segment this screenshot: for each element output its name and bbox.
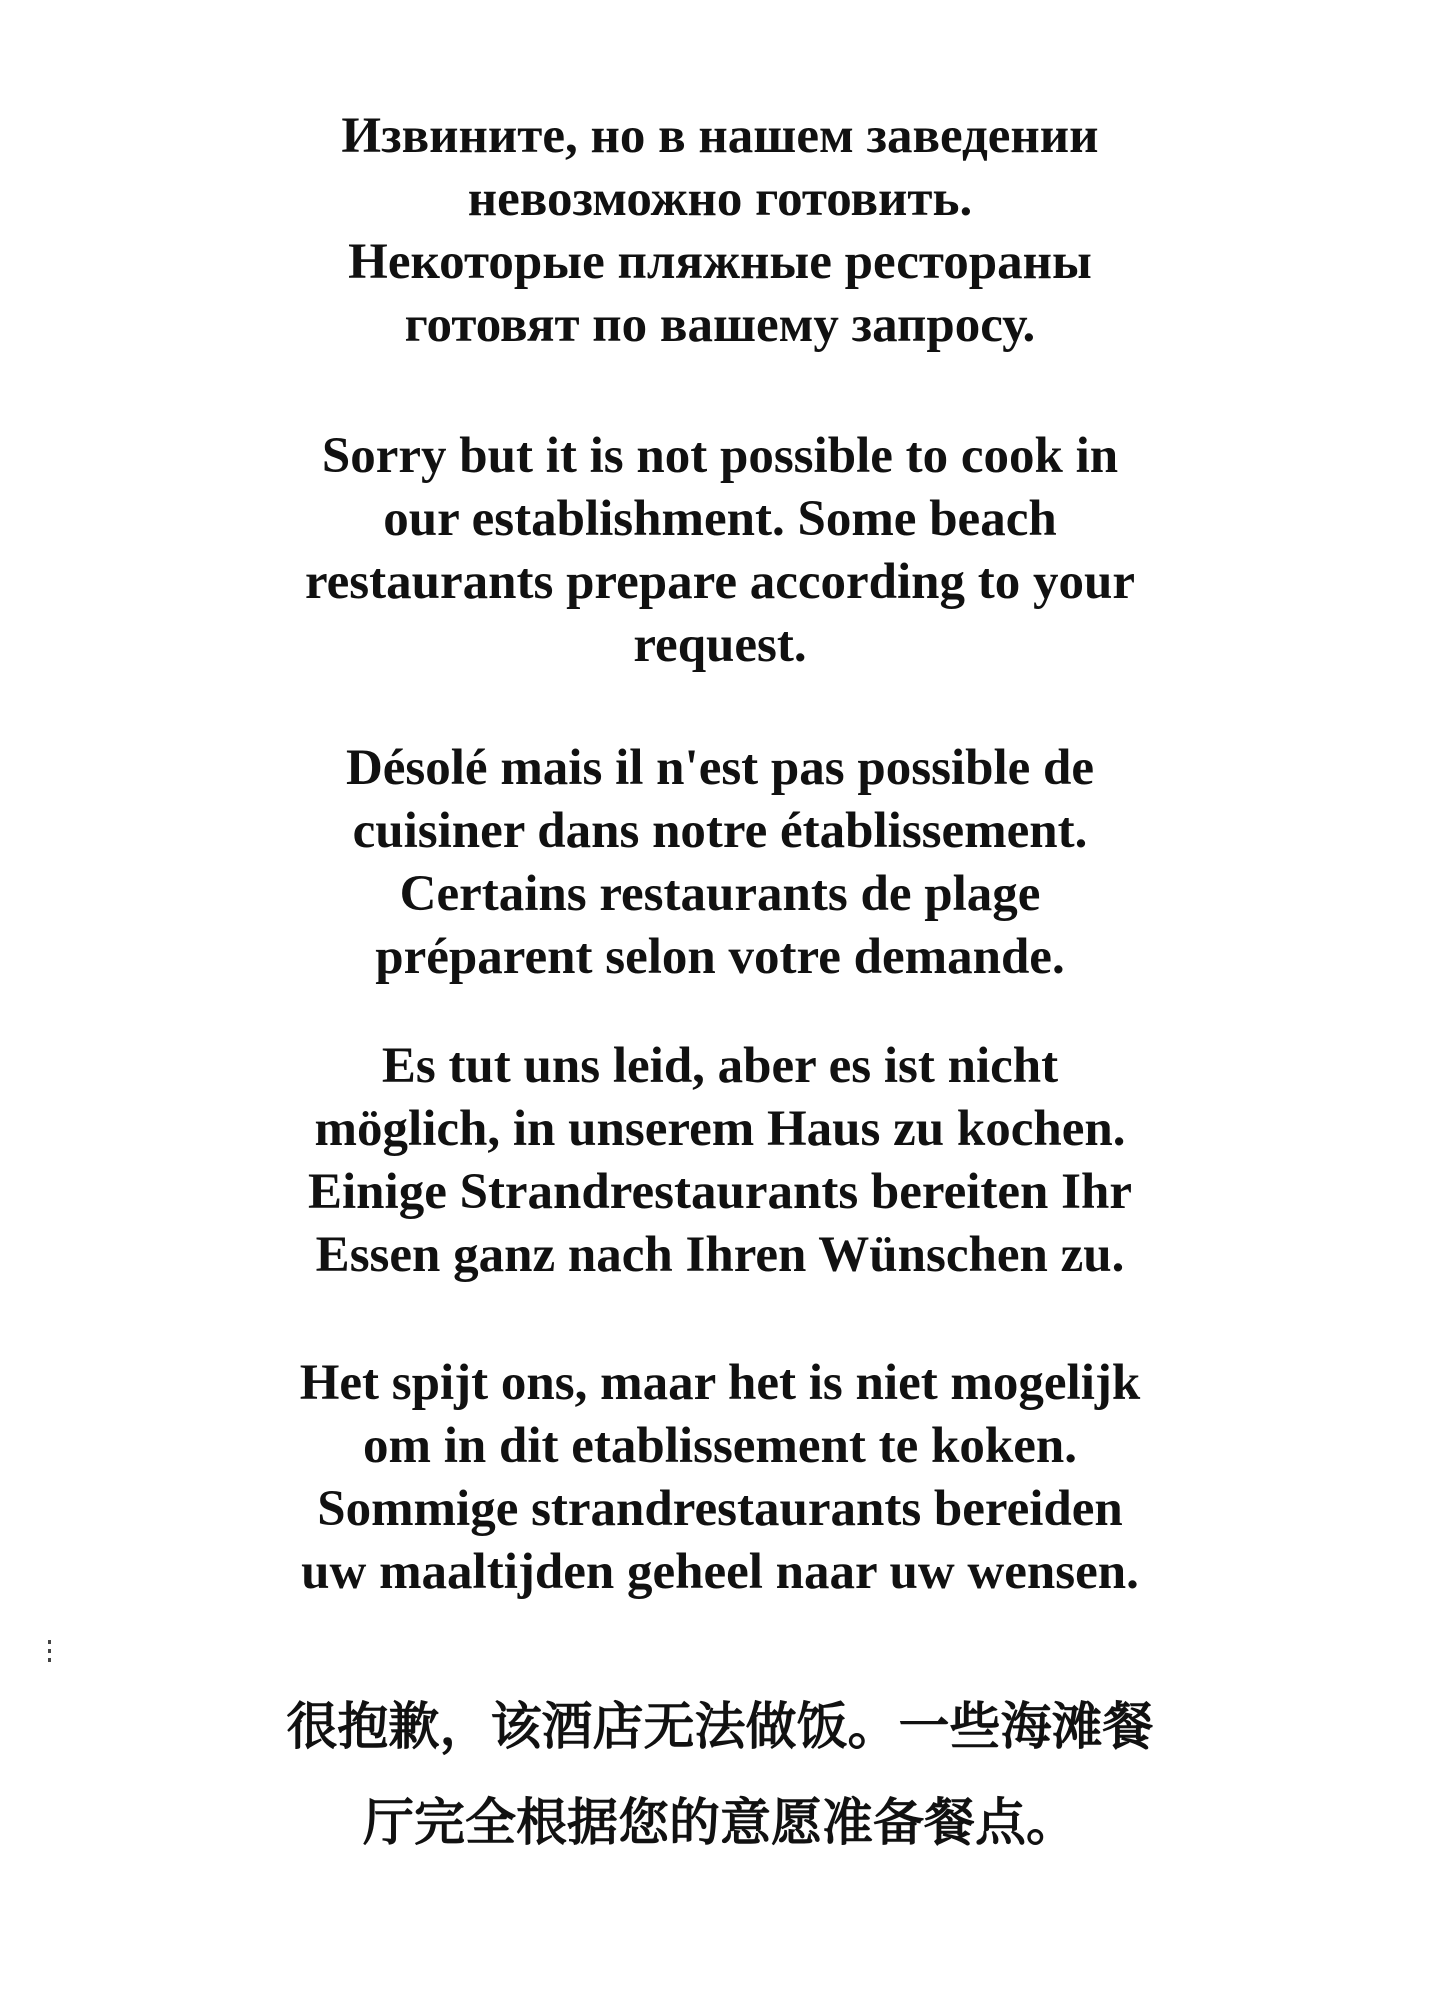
dutch-line: Het spijt ons, maar het is niet mogelijk <box>299 1355 1141 1411</box>
chinese-line: 厅完全根据您的意愿准备餐点。 <box>362 1794 1077 1853</box>
french-line: préparent selon votre demande. <box>375 929 1065 985</box>
french-line: cuisiner dans notre établissement. <box>352 803 1088 859</box>
english-line: request. <box>633 617 807 673</box>
french-paragraph <box>0 737 1440 989</box>
english-line: our establishment. Some beach <box>383 491 1057 547</box>
russian-line: невозможно готовить. <box>467 171 973 227</box>
english-line: Sorry but it is not possible to cook in <box>321 428 1119 484</box>
dutch-line: uw maaltijden geheel naar uw wensen. <box>301 1544 1139 1600</box>
dutch-line: Sommige strandrestaurants bereiden <box>317 1481 1123 1537</box>
english-line: restaurants prepare according to your <box>304 554 1136 610</box>
chinese-paragraph <box>0 1680 1440 1872</box>
dutch-line: om in dit etablissement te koken. <box>363 1418 1077 1474</box>
dutch-paragraph <box>0 1352 1440 1604</box>
german-line: möglich, in unserem Haus zu kochen. <box>314 1101 1126 1157</box>
german-paragraph <box>0 1035 1440 1287</box>
russian-paragraph <box>0 105 1440 357</box>
english-paragraph <box>0 425 1440 677</box>
french-line: Certains restaurants de plage <box>399 866 1041 922</box>
russian-line: Извините, но в нашем заведении <box>341 108 1099 164</box>
russian-line: готовят по вашему запросу. <box>404 297 1036 353</box>
scan-edge-mark <box>48 1640 51 1662</box>
german-line: Einige Strandrestaurants bereiten Ihr <box>307 1164 1133 1220</box>
french-line: Désolé mais il n'est pas possible de <box>345 740 1095 796</box>
german-line: Essen ganz nach Ihren Wünschen zu. <box>315 1227 1125 1283</box>
russian-line: Некоторые пляжные рестораны <box>348 234 1092 290</box>
german-line: Es tut uns leid, aber es ist nicht <box>381 1038 1059 1094</box>
chinese-line: 很抱歉，该酒店无法做饭。一些海滩餐 <box>286 1698 1154 1757</box>
